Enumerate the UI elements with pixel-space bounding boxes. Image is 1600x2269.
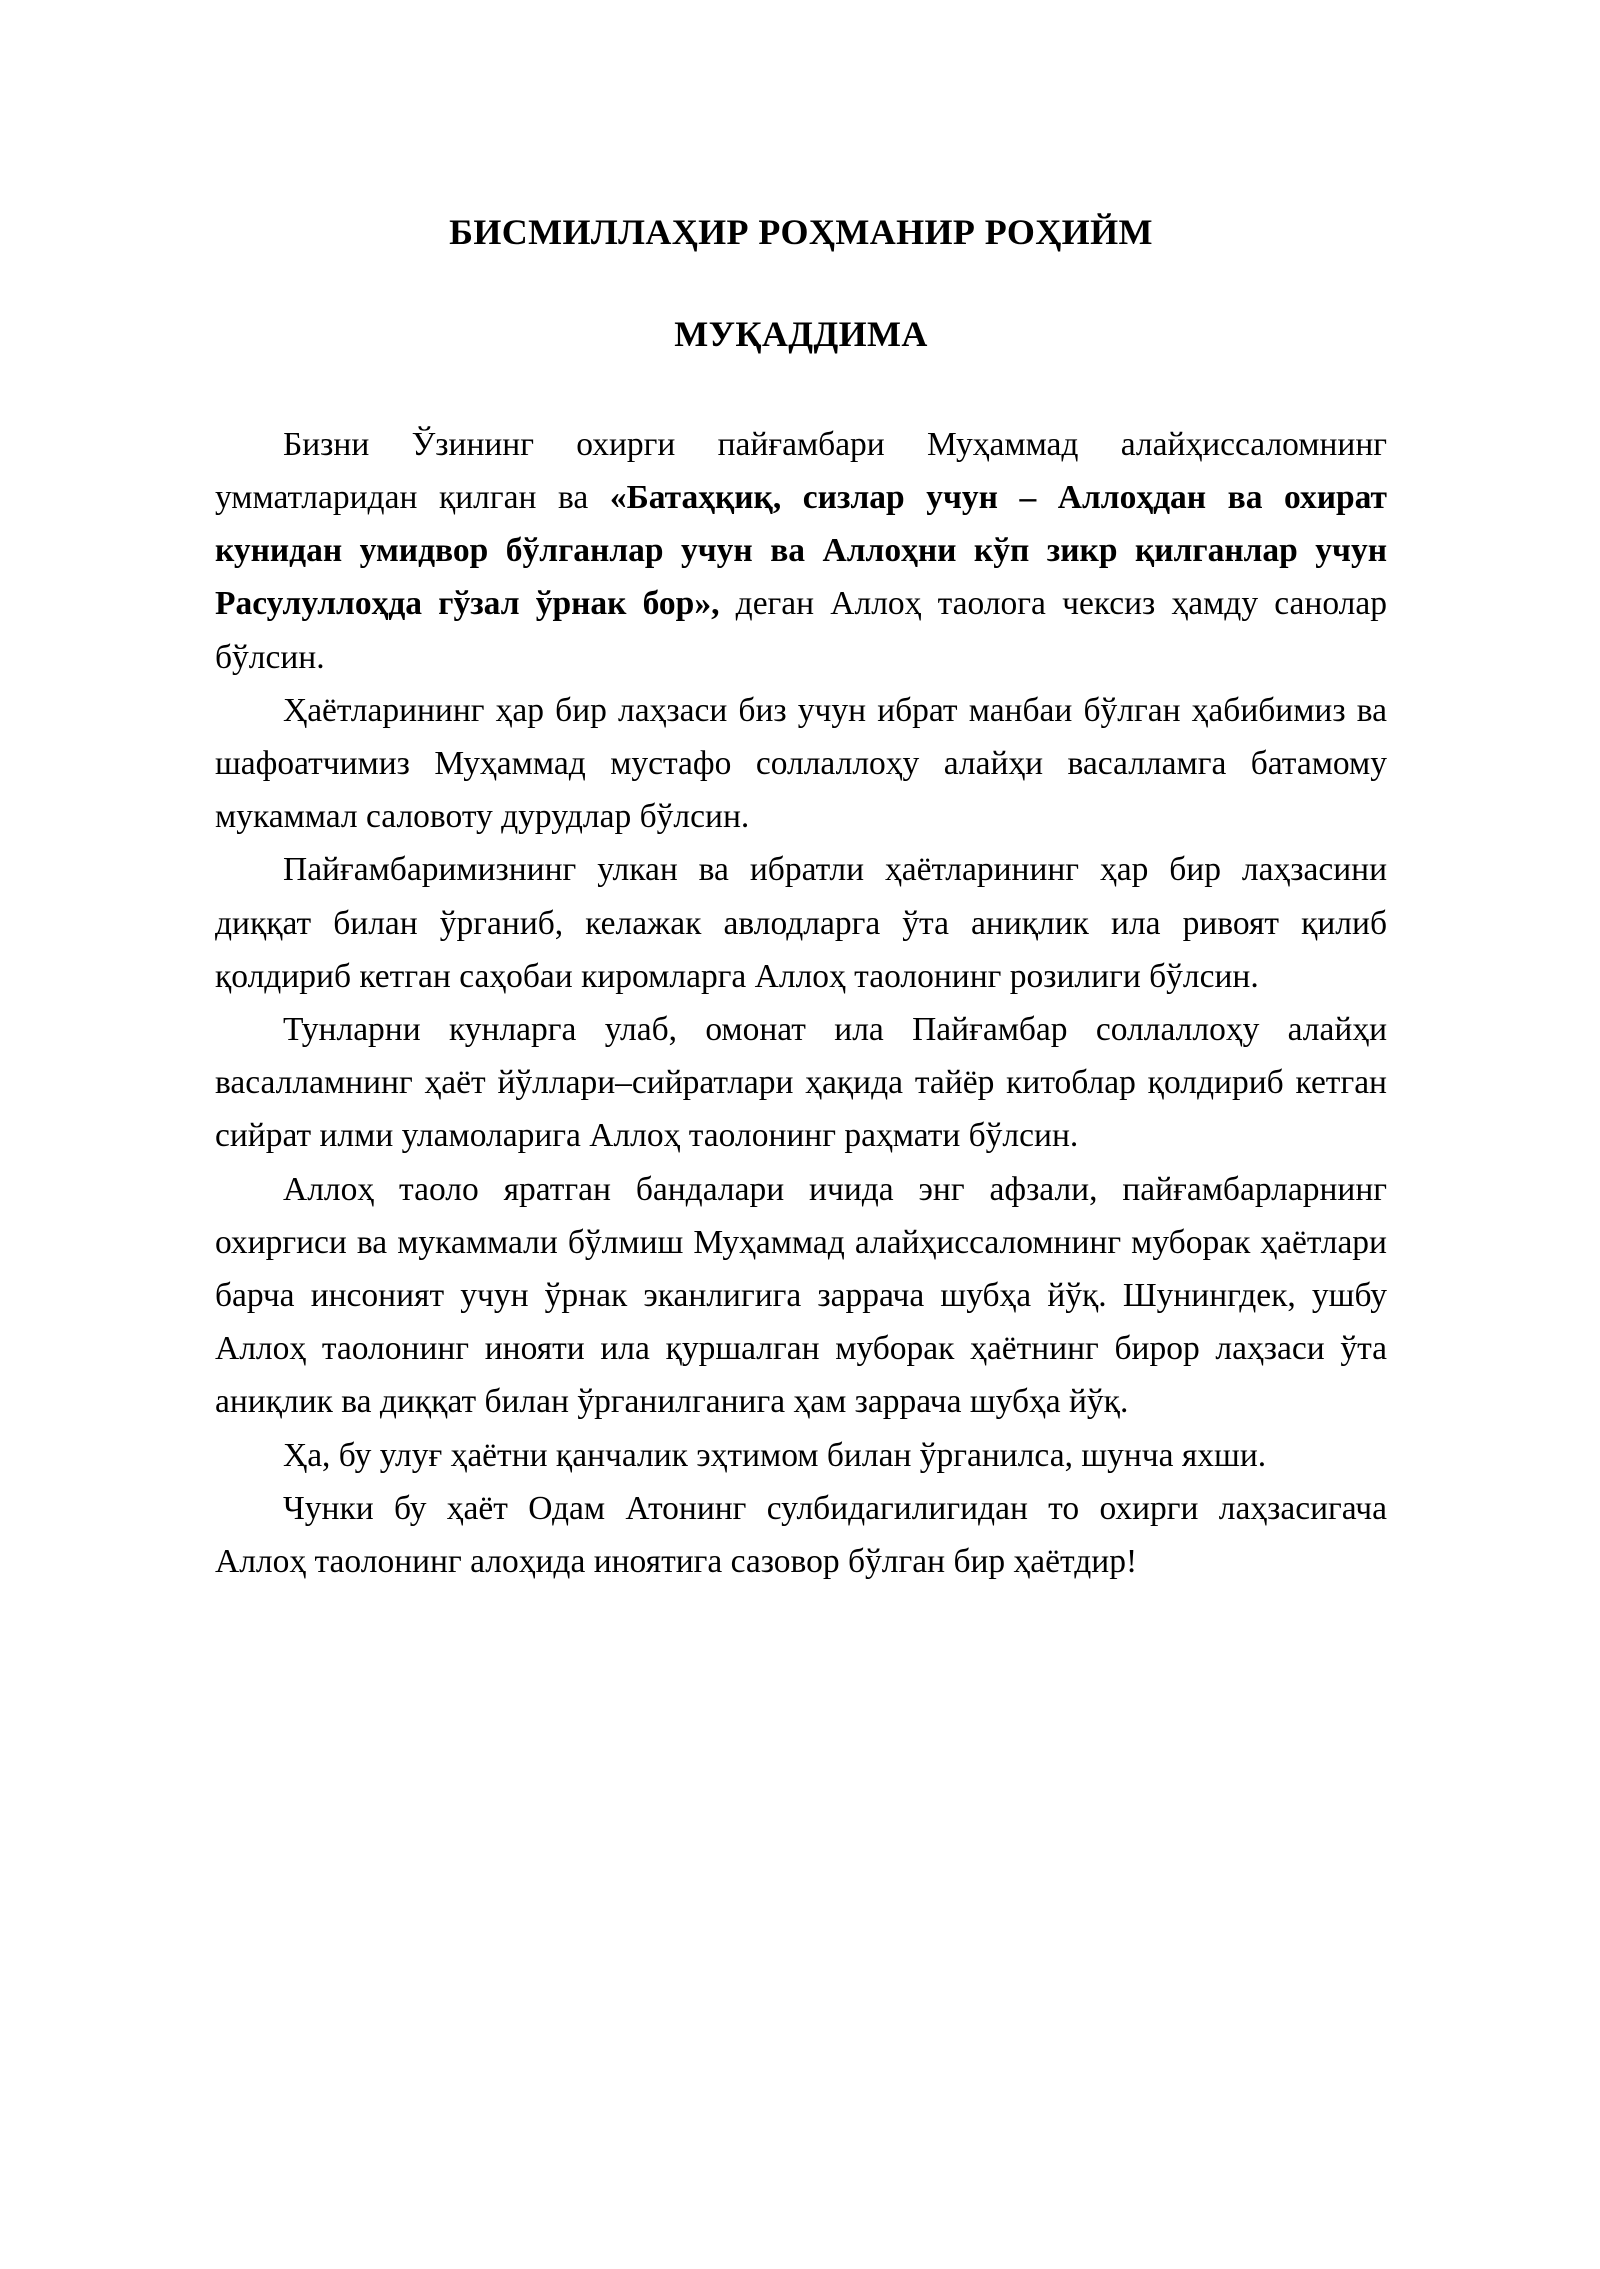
paragraph-para-4: Тунларни кунларга улаб, омонат ила Пайғамбар соллаллоҳу алайҳи васалламнинг ҳаёт йўллари–сийратлари ҳақида тайёр китоблар қолдириб кетган сийрат илми уламоларига Аллоҳ таолонинг раҳмати бўлсин. <box>215 1011 1387 1155</box>
section-heading: МУҚАДДИМА <box>674 314 928 355</box>
paragraph-para-1: Бизни Ўзининг охирги пайғамбари Муҳаммад алайҳиссаломнинг умматларидан қилган ва «Батаҳқиқ, сизлар учун – Аллоҳдан ва охират кунидан умидвор бўлганлар учун ва Аллоҳни кўп зикр қилганлар учун Расулуллоҳда гўзал ўрнак бор», деган Аллоҳ таолога чексиз ҳамду санолар бўлсин. <box>215 425 1387 676</box>
body-text-block <box>215 356 1387 1588</box>
paragraph-para-3: Пайғамбаримизнинг улкан ва ибратли ҳаётларининг ҳар бир лаҳзасини диққат билан ўрганиб, келажак авлодларга ўта аниқлик ила ривоят қилиб қолдириб кетган саҳобаи киромларга Аллоҳ таолонинг розилиги бўлсин. <box>215 851 1387 995</box>
page-content-column <box>215 0 1387 1588</box>
quoted-bold-text: «Батаҳқиқ, сизлар учун – Аллоҳдан ва охират кунидан умидвор бўлганлар учун ва Аллоҳни кўп зикр қилганлар учун Расулуллоҳда гўзал ўрнак бор», <box>215 478 1387 623</box>
paragraph-para-5: Аллоҳ таоло яратган бандалари ичида энг афзали, пайғамбарларнинг охиргиси ва мукаммали бўлмиш Муҳаммад алайҳиссаломнинг муборак ҳаётлари барча инсоният учун ўрнак эканлигига заррача шубҳа йўқ. Шунингдек, ушбу Аллоҳ таолонинг инояти ила қуршалган муборак ҳаётнинг бирор лаҳзаси ўта аниқлик ва диққат билан ўрганилганига ҳам заррача шубҳа йўқ. <box>215 1170 1387 1421</box>
paragraph-para-2: Ҳаётларининг ҳар бир лаҳзаси биз учун ибрат манбаи бўлган ҳабибимиз ва шафоатчимиз Муҳаммад мустафо соллаллоҳу алайҳи васалламга батамому мукаммал саловоту дурудлар бўлсин. <box>215 691 1387 836</box>
title-block <box>215 0 1387 356</box>
paragraph-para-7: Чунки бу ҳаёт Одам Атонинг сулбидагилигидан то охирги лаҳзасигача Аллоҳ таолонинг алоҳида иноятига сазовор бўлган бир ҳаётдир! <box>215 1489 1387 1581</box>
page-title: БИСМИЛЛАҲИР РОҲМАНИР РОҲИЙМ <box>449 212 1153 252</box>
paragraph-para-6: Ҳа, бу улуғ ҳаётни қанчалик эҳтимом билан ўрганилса, шунча яхши. <box>283 1436 1267 1474</box>
